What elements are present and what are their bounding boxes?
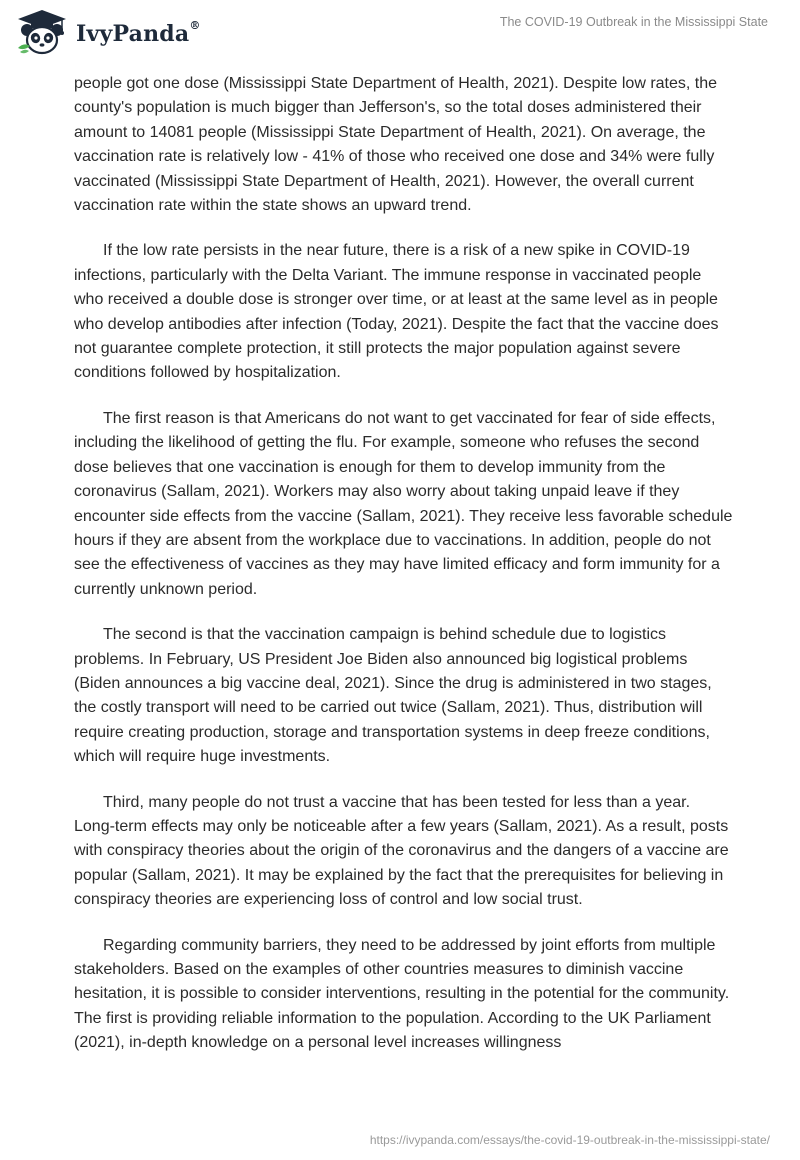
essay-body xyxy=(74,72,734,1077)
brand-name: IvyPanda® xyxy=(76,18,201,47)
paragraph-4: The second is that the vaccination campaign is behind schedule due to logistics problems. In February, US President Joe Biden also announced big logistical problems (Biden announces a big vaccine deal, 2021). Since the drug is administered in two stages, the costly transport will need to be carried out twice (Sallam, 2021). Thus, distribution will require creating production, storage and transportation systems in deep freeze conditions, which will require huge investments. xyxy=(74,626,712,766)
paragraph-3: The first reason is that Americans do not want to get vaccinated for fear of side effects, including the likelihood of getting the flu. For example, someone who refuses the second dose believes that one vaccination is enough for them to develop immunity from the coronavirus (Sallam, 2021). Workers may also worry about taking unpaid leave if they encounter side effects from the vaccine (Sallam, 2021). They receive less favorable schedule hours if they are absent from the workplace due to vaccinations. In addition, people do not see the effectiveness of vaccines as they may have limited efficacy and form immunity for a currently unknown period. xyxy=(74,409,733,598)
paragraph-1: people got one dose (Mississippi State Department of Health, 2021). Despite low rates, the county's population is much bigger than Jefferson's, so the total doses administered their amount to 14081 people (Mississippi State Department of Health, 2021). On average, the vaccination rate is relatively low - 41% of those who received one dose and 34% were fully vaccinated (Mississippi State Department of Health, 2021). However, the overall current vaccination rate within the state shows an upward trend. xyxy=(74,75,718,215)
panda-graduate-logo-icon xyxy=(14,8,70,56)
paragraph-2: If the low rate persists in the near future, there is a risk of a new spike in COVID-19 infections, particularly with the Delta Variant. The immune response in vaccinated people who received a double dose is stronger over time, or at least at the same level as in people who develop antibodies after infection (Today, 2021). Despite the fact that the vaccine does not guarantee complete protection, it still protects the major population against severe conditions followed by hospitalization. xyxy=(74,242,719,382)
brand-logo[interactable] xyxy=(14,8,201,56)
document-title: The COVID-19 Outbreak in the Mississippi State xyxy=(499,15,768,29)
page-header xyxy=(0,0,800,70)
paragraph-6: Regarding community barriers, they need to be addressed by joint efforts from multiple stakeholders. Based on the examples of other countries measures to diminish vaccine hesitation, it is possible to consider interventions, resulting in the potential for the community. The first is providing reliable information to the population. According to the UK Parliament (2021), in-depth knowledge on a personal level increases willingness xyxy=(74,936,730,1052)
source-url[interactable]: https://ivypanda.com/essays/the-covid-19-outbreak-in-the-mississippi-state/ xyxy=(369,1133,770,1147)
paragraph-5: Third, many people do not trust a vaccine that has been tested for less than a year. Long-term effects may only be noticeable after a few years (Sallam, 2021). As a result, posts with conspiracy theories about the origin of the coronavirus and the dangers of a vaccine are popular (Sallam, 2021). It may be explained by the fact that the prerequisites for believing in conspiracy theories are experiencing loss of control and low social trust. xyxy=(74,793,729,909)
